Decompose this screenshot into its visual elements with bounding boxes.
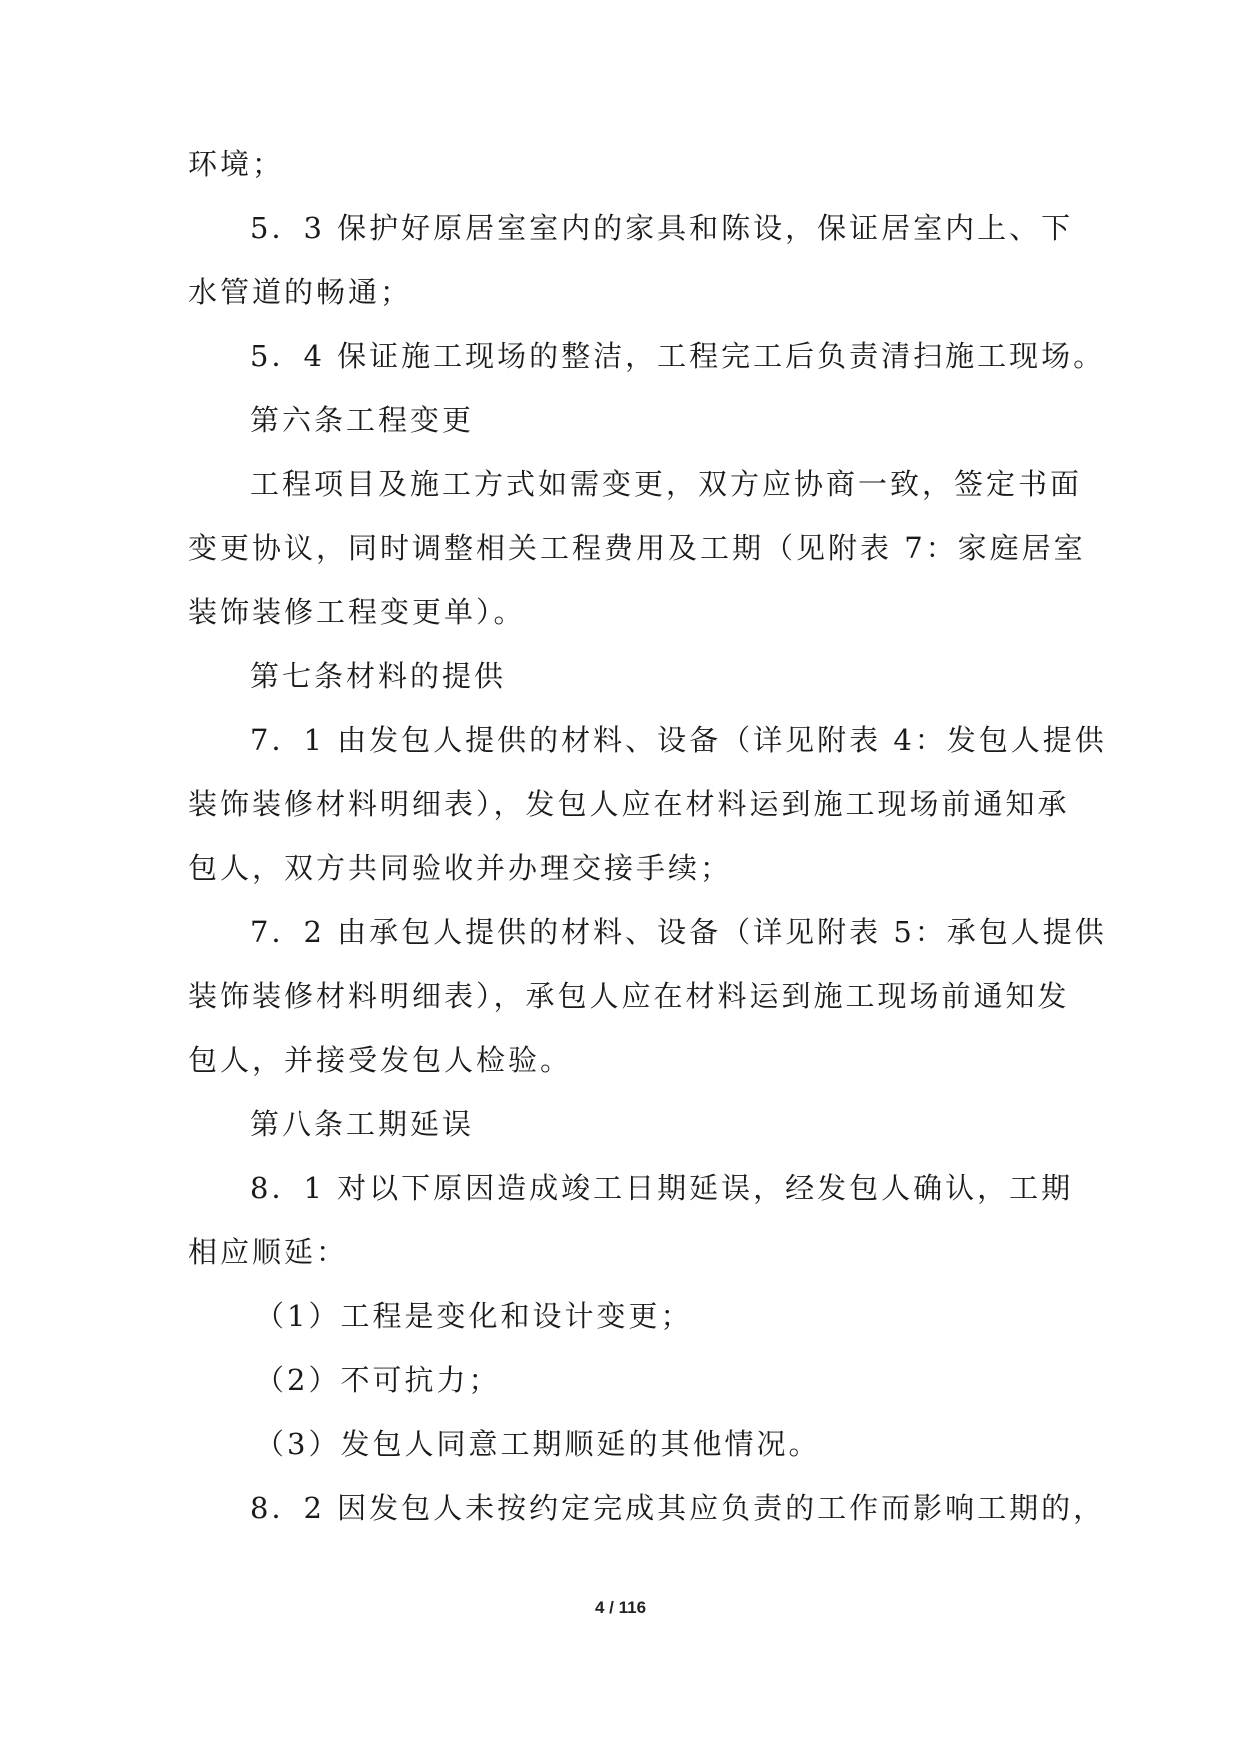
text-line: 装饰装修工程变更单）。 [188,595,526,629]
page-number: 4 / 116 [594,1598,647,1617]
text-line: 5．3 保护好原居室室内的家具和陈设，保证居室内上、下 [250,211,1074,245]
section-heading: 第八条工期延误 [250,1107,475,1141]
text-line: 5．4 保证施工现场的整洁，工程完工后负责清扫施工现场。 [250,339,1106,373]
text-line: 变更协议，同时调整相关工程费用及工期（见附表 7：家庭居室 [188,531,1086,565]
list-item: （3）发包人同意工期顺延的其他情况。 [255,1427,821,1461]
text-line: 包人，并接受发包人检验。 [188,1043,573,1077]
list-item: （2）不可抗力； [255,1363,501,1397]
text-line: 相应顺延： [188,1235,349,1269]
list-item: （1）工程是变化和设计变更； [255,1299,693,1333]
section-heading: 第七条材料的提供 [250,659,507,693]
text-line: 装饰装修材料明细表），发包人应在材料运到施工现场前通知承 [188,787,1070,821]
text-line: 8．2 因发包人未按约定完成其应负责的工作而影响工期的， [250,1491,1106,1525]
text-line: 装饰装修材料明细表），承包人应在材料运到施工现场前通知发 [188,979,1070,1013]
text-line: 7．1 由发包人提供的材料、设备（详见附表 4：发包人提供 [250,723,1107,757]
section-heading: 第六条工程变更 [250,403,475,437]
text-line: 工程项目及施工方式如需变更，双方应协商一致，签定书面 [250,467,1083,501]
text-line: 包人，双方共同验收并办理交接手续； [188,851,733,885]
text-line: 环境； [188,147,285,181]
text-line: 8．1 对以下原因造成竣工日期延误，经发包人确认，工期 [250,1171,1074,1205]
text-line: 7．2 由承包人提供的材料、设备（详见附表 5：承包人提供 [250,915,1107,949]
text-line: 水管道的畅通； [188,275,413,309]
